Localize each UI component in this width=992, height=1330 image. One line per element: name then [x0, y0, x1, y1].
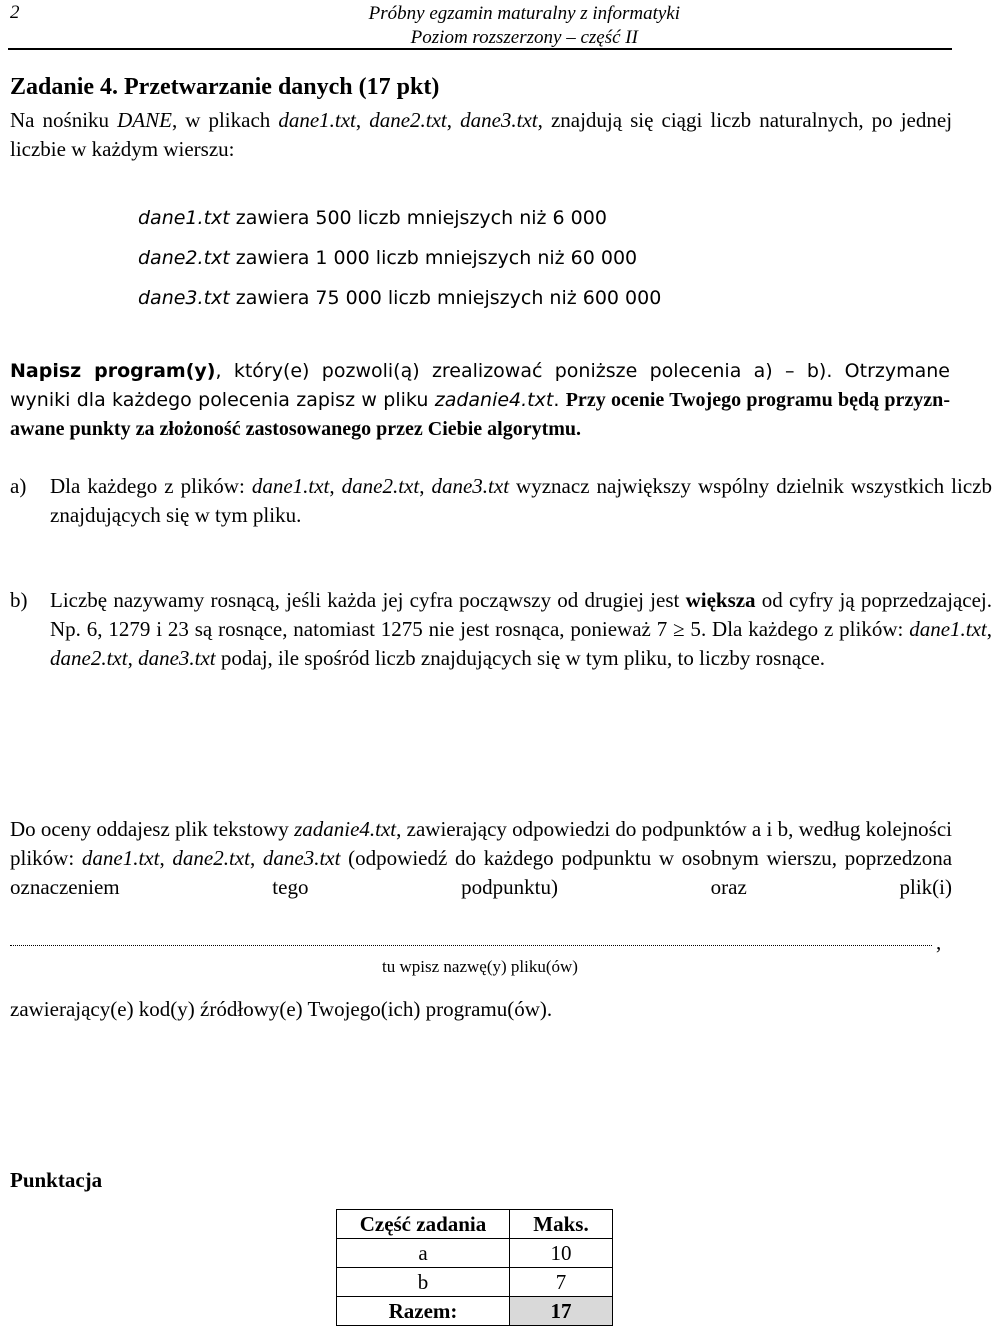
- instruction-text: , który(e) pozwoli(ą) zrealizować poniższe polecenia a) – b).: [215, 360, 845, 382]
- file-name: dane1.txt: [138, 207, 230, 229]
- part-b-math: 7 ≥ 5: [656, 617, 701, 641]
- scoring-header-row: [337, 1210, 613, 1239]
- file-name: dane3.txt: [138, 287, 230, 309]
- cell-part: a: [337, 1239, 510, 1268]
- total-value: 17: [510, 1297, 613, 1326]
- intro-file-3: dane3.txt: [460, 108, 538, 132]
- part-a-label: a): [10, 474, 27, 498]
- part-b: [10, 586, 992, 673]
- cell-max: 10: [510, 1239, 613, 1268]
- part-b-sep: ,: [127, 646, 139, 670]
- part-b-text: podaj, ile spośród liczb znajdujących się w tym pliku, to liczby rosnące.: [215, 646, 826, 670]
- instruction-bold-1: Napisz program(y): [10, 360, 216, 382]
- file-list: [138, 198, 661, 318]
- submission-file-2: dane2.txt: [172, 846, 250, 870]
- part-a-sep: ,: [419, 474, 432, 498]
- scoring-table: [336, 1209, 613, 1326]
- submission-part: , zawierający odpowiedzi do podpunktów a i b, według kolejności plików:: [10, 817, 952, 870]
- file-list-item: [138, 278, 661, 318]
- intro-text: , znajdują się ciągi liczb naturalnych, po jednej liczbie w każdym wierszu:: [10, 108, 953, 161]
- part-b-label: b): [10, 588, 28, 612]
- part-a-text: Dla każdego z plików:: [50, 474, 252, 498]
- total-row: [337, 1297, 613, 1326]
- header-line-1: Próbny egzamin maturalny z informatyki: [368, 3, 680, 24]
- fill-in-comma: ,: [936, 930, 942, 954]
- intro-text: , w plikach: [171, 108, 279, 132]
- part-a-text: wyznacz największy wspólny dzielnik wszystkich liczb znajdujących się w tym pliku.: [50, 474, 992, 527]
- part-a-file-3: dane3.txt: [431, 474, 510, 498]
- instruction-text: .: [553, 389, 566, 411]
- intro-sep: ,: [355, 108, 370, 132]
- part-b-bold: większa: [685, 588, 756, 612]
- total-label: Razem:: [337, 1297, 510, 1326]
- part-b-sep: ,: [986, 617, 992, 641]
- submission-part: Do oceny oddajesz plik tekstowy: [10, 817, 295, 841]
- intro-dane: DANE: [117, 108, 172, 132]
- part-a-file-2: dane2.txt: [341, 474, 420, 498]
- file-desc: zawiera 75 000 liczb mniejszych niż 600 000: [229, 287, 662, 309]
- file-list-item: [138, 238, 661, 278]
- intro-file-2: dane2.txt: [369, 108, 447, 132]
- submission-sep: ,: [249, 846, 263, 870]
- task-instruction: [10, 357, 950, 444]
- file-list-item: [138, 198, 661, 238]
- running-header: [369, 2, 680, 50]
- submission-file-1: dane1.txt: [81, 846, 160, 870]
- submission-after: zawierający(e) kod(y) źródłowy(e) Twojego(ich) programu(ów).: [10, 997, 553, 1021]
- submission-part: (odpowiedź do każdego podpunktu w osobnym wierszu, poprzedzona oznaczeniem tego podpunktu) oraz plik(i): [10, 846, 953, 899]
- filename-fill-in-line[interactable]: [10, 937, 932, 946]
- submission-sep: ,: [159, 846, 173, 870]
- table-row: [337, 1268, 613, 1297]
- col-header-max: Maks.: [510, 1210, 613, 1239]
- fill-in-caption: tu wpisz nazwę(y) pliku(ów): [382, 957, 578, 976]
- part-b-file-1: dane1.txt: [909, 617, 987, 641]
- instruction-bold-2: Przy ocenie Twojego programu będą przyznawane punkty za złożoność zastosowanego przez Ciebie algorytmu.: [10, 389, 950, 440]
- intro-text: Na nośniku: [10, 108, 118, 132]
- header-rule: [8, 48, 952, 50]
- submission-file: zadanie4.txt: [294, 817, 397, 841]
- page-number: 2: [10, 2, 20, 23]
- part-b-file-2: dane2.txt: [50, 646, 128, 670]
- header-line-2: Poziom rozszerzony – część II: [410, 27, 638, 48]
- submission-file-3: dane3.txt: [262, 846, 341, 870]
- table-row: [337, 1239, 613, 1268]
- instruction-text: Otrzymane wyniki dla każdego polecenia zapisz w pliku: [10, 360, 950, 411]
- part-b-text: od cyfry ją poprzedzającej. Np. 6, 1279 i 23 są rosnące, natomiast 1275 nie jest rosnąca, ponieważ: [50, 588, 992, 641]
- intro-file-1: dane1.txt: [278, 108, 356, 132]
- intro-sep: ,: [446, 108, 461, 132]
- instruction-file: zadanie4.txt: [434, 389, 554, 411]
- part-b-file-3: dane3.txt: [138, 646, 216, 670]
- cell-max: 7: [510, 1268, 613, 1297]
- submission-text: [10, 815, 952, 902]
- part-b-text: Liczbę nazywamy rosnącą, jeśli każda jej cyfra począwszy od drugiej jest: [50, 588, 686, 612]
- part-a-file-1: dane1.txt: [251, 474, 330, 498]
- task-intro: [10, 106, 952, 164]
- col-header-part: Część zadania: [337, 1210, 510, 1239]
- file-name: dane2.txt: [138, 247, 230, 269]
- part-a-sep: ,: [329, 474, 342, 498]
- cell-part: b: [337, 1268, 510, 1297]
- part-b-text: . Dla każdego z plików:: [700, 617, 910, 641]
- file-desc: zawiera 500 liczb mniejszych niż 6 000: [229, 207, 607, 229]
- part-a: [10, 472, 992, 530]
- task-title: Zadanie 4. Przetwarzanie danych (17 pkt): [10, 74, 440, 100]
- file-desc: zawiera 1 000 liczb mniejszych niż 60 000: [229, 247, 638, 269]
- scoring-heading: Punktacja: [10, 1168, 103, 1192]
